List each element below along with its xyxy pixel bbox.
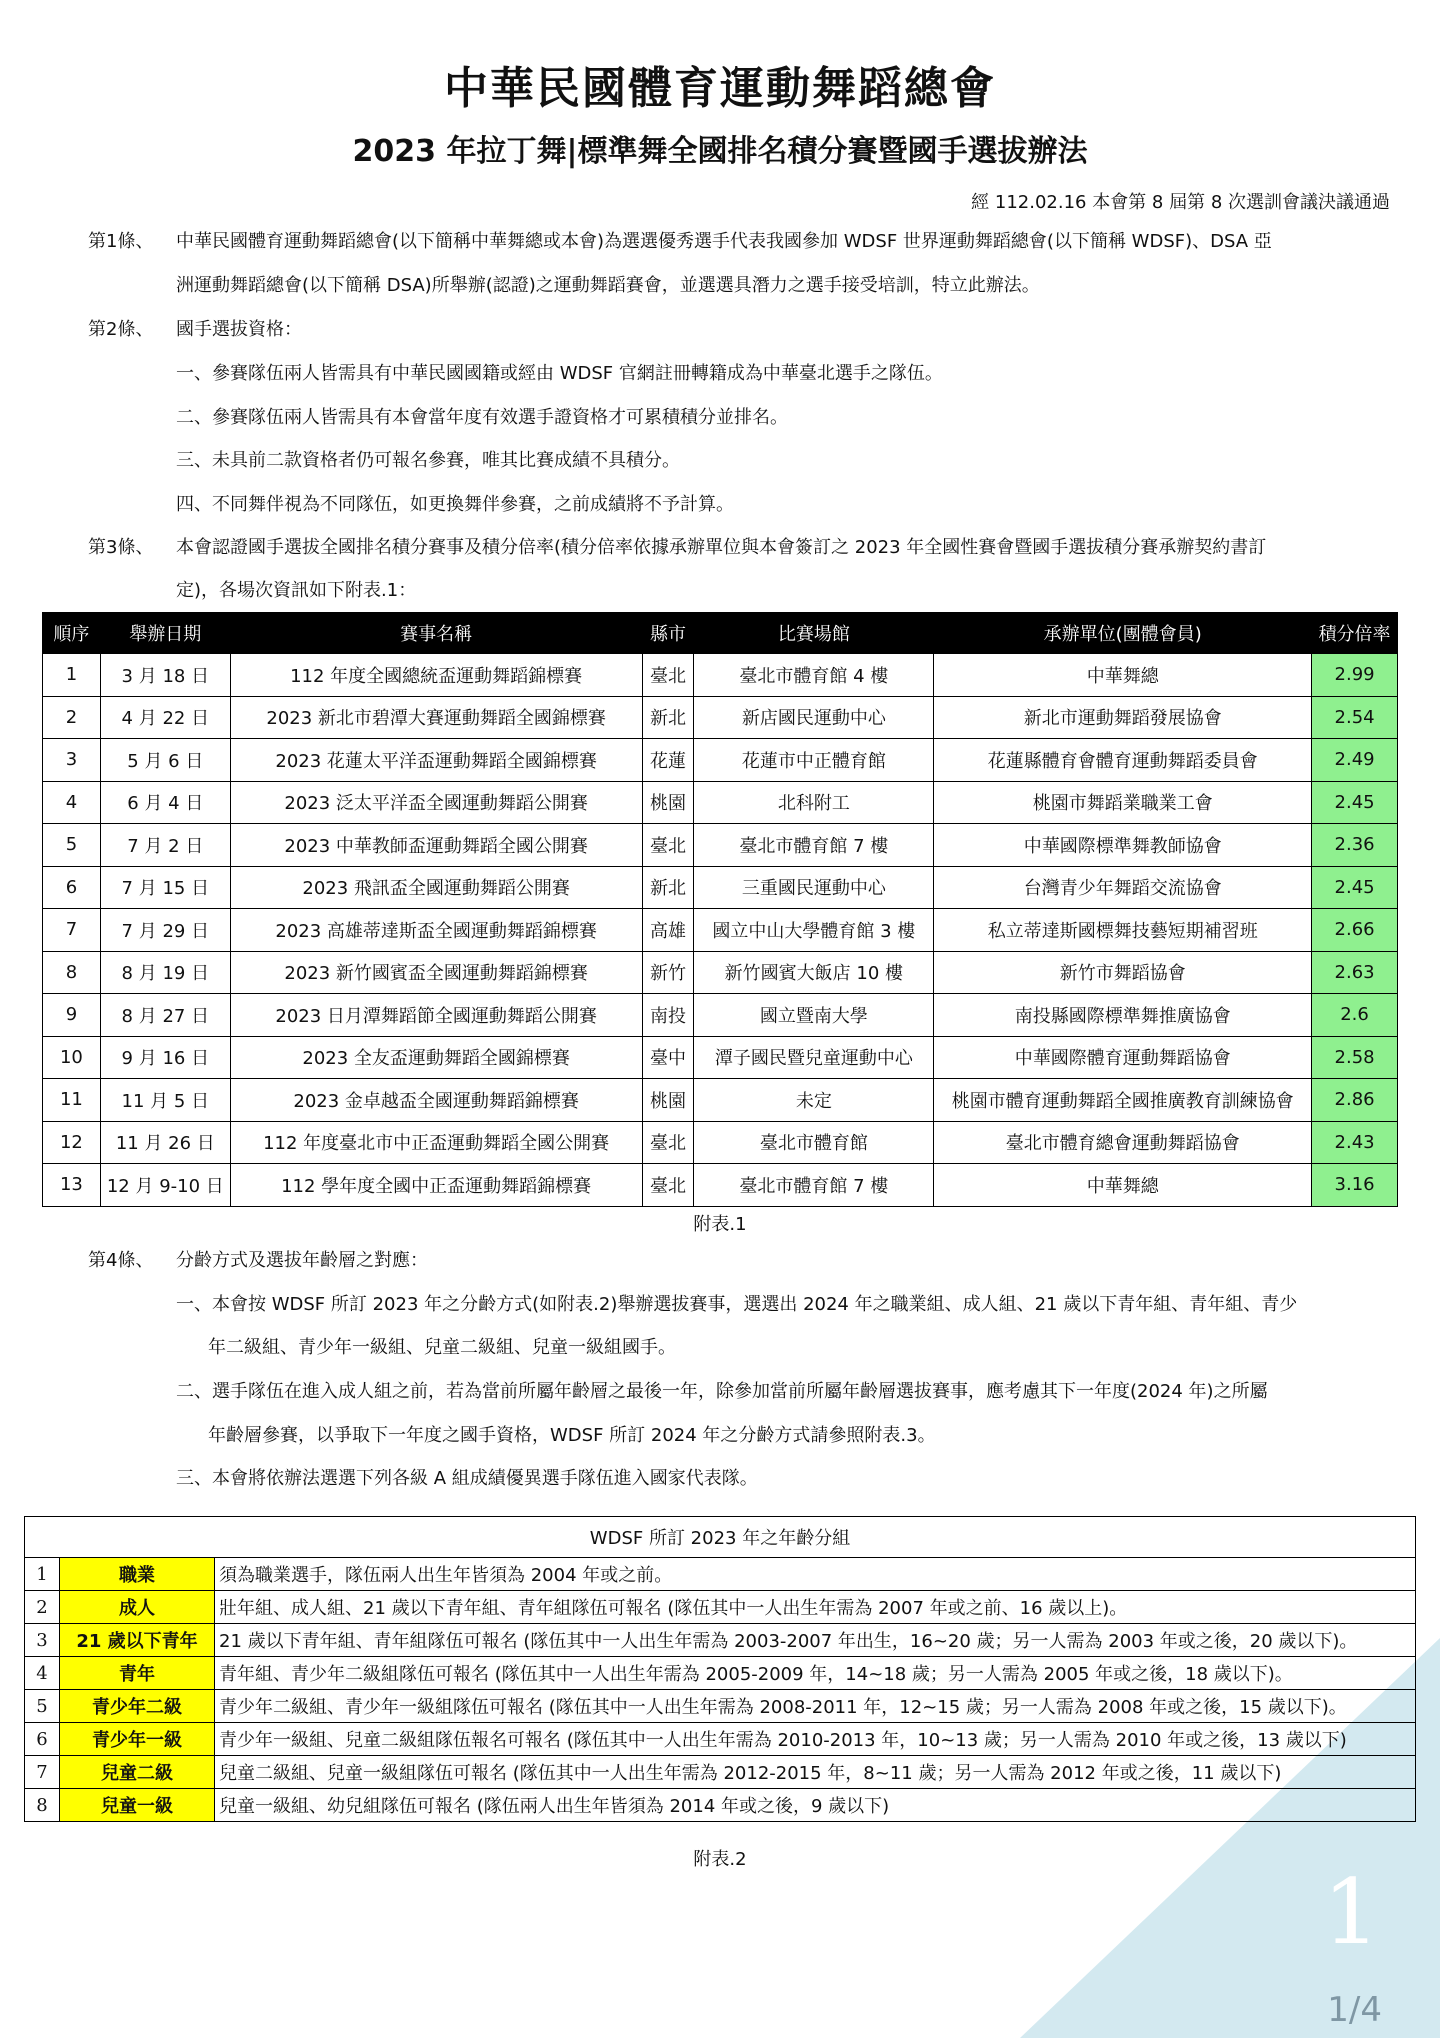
date-cell: 3 月 18 日	[100, 654, 230, 697]
article-4-item-1-line-2: 年二級組、青少年一級組、兒童二級組、兒童一級組國手。	[208, 1337, 676, 1358]
article-4-item-3: 三、本會將依辦法選選下列各級 A 組成績優異選手隊伍進入國家代表隊。	[176, 1468, 758, 1489]
article-3-number: 第3條、	[88, 537, 154, 558]
age-group-cell: 兒童二級	[60, 1756, 215, 1789]
age-group-cell: 成人	[60, 1591, 215, 1624]
venue-cell: 臺北市體育館 7 樓	[694, 1164, 934, 1207]
article-2-item: 二、參賽隊伍兩人皆需具有本會當年度有效選手證資格才可累積積分並排名。	[176, 407, 788, 428]
seq-cell: 3	[43, 739, 101, 782]
event-cell: 2023 高雄蒂達斯盃全國運動舞蹈錦標賽	[230, 909, 642, 952]
article-2-item: 三、未具前二款資格者仍可報名參賽，唯其比賽成績不具積分。	[176, 450, 680, 471]
age-group-cell: 青少年一級	[60, 1723, 215, 1756]
article-4-item-1-line-1: 一、本會按 WDSF 所訂 2023 年之分齡方式(如附表.2)舉辦選拔賽事，選選出 2024 年之職業組、成人組、21 歲以下青年組、青年組、青少	[176, 1294, 1298, 1315]
event-cell: 2023 泛太平洋盃全國運動舞蹈公開賽	[230, 781, 642, 824]
table-row	[25, 1591, 1416, 1624]
column-header: 順序	[43, 613, 101, 654]
age-group-cell: 職業	[60, 1558, 215, 1591]
multiplier-cell: 2.54	[1312, 696, 1398, 739]
column-header: 縣市	[642, 613, 694, 654]
seq-cell: 7	[43, 909, 101, 952]
table-row	[43, 1164, 1398, 1207]
organizer-cell: 中華國際標準舞教師協會	[934, 824, 1312, 867]
age-group-cell: 21 歲以下青年	[60, 1624, 215, 1657]
organizer-cell: 花蓮縣體育會體育運動舞蹈委員會	[934, 739, 1312, 782]
seq-cell: 2	[43, 696, 101, 739]
multiplier-cell: 2.45	[1312, 781, 1398, 824]
eligibility-cell: 兒童一級組、幼兒組隊伍可報名 (隊伍兩人出生年皆須為 2014 年或之後，9 歲以下)	[215, 1789, 1416, 1822]
multiplier-cell: 2.99	[1312, 654, 1398, 697]
city-cell: 花蓮	[642, 739, 694, 782]
seq-cell: 11	[43, 1079, 101, 1122]
table-row	[25, 1723, 1416, 1756]
index-cell: 5	[25, 1690, 60, 1723]
article-2-item: 一、參賽隊伍兩人皆需具有中華民國國籍或經由 WDSF 官網註冊轉籍成為中華臺北選手之隊伍。	[176, 363, 943, 384]
seq-cell: 9	[43, 994, 101, 1037]
index-cell: 7	[25, 1756, 60, 1789]
table-row	[43, 1121, 1398, 1164]
seq-cell: 5	[43, 824, 101, 867]
table-row	[43, 824, 1398, 867]
multiplier-cell: 2.49	[1312, 739, 1398, 782]
venue-cell: 臺北市體育館 7 樓	[694, 824, 934, 867]
table-row	[43, 654, 1398, 697]
seq-cell: 6	[43, 866, 101, 909]
article-3-line-1: 本會認證國手選拔全國排名積分賽事及積分倍率(積分倍率依據承辦單位與本會簽訂之 2023 年全國性賽會暨國手選拔積分賽承辦契約書訂	[176, 537, 1267, 558]
date-cell: 11 月 5 日	[100, 1079, 230, 1122]
venue-cell: 三重國民運動中心	[694, 866, 934, 909]
event-cell: 2023 中華教師盃運動舞蹈全國公開賽	[230, 824, 642, 867]
table-row	[43, 1036, 1398, 1079]
venue-cell: 未定	[694, 1079, 934, 1122]
date-cell: 5 月 6 日	[100, 739, 230, 782]
multiplier-cell: 2.36	[1312, 824, 1398, 867]
index-cell: 1	[25, 1558, 60, 1591]
city-cell: 臺中	[642, 1036, 694, 1079]
organizer-cell: 中華國際體育運動舞蹈協會	[934, 1036, 1312, 1079]
table-1-caption: 附表.1	[693, 1214, 747, 1235]
table-row	[43, 866, 1398, 909]
organizer-cell: 中華舞總	[934, 1164, 1312, 1207]
multiplier-cell: 2.66	[1312, 909, 1398, 952]
document-title: 中華民國體育運動舞蹈總會	[444, 63, 996, 114]
city-cell: 高雄	[642, 909, 694, 952]
venue-cell: 新店國民運動中心	[694, 696, 934, 739]
article-1-line-1: 中華民國體育運動舞蹈總會(以下簡稱中華舞總或本會)為選選優秀選手代表我國參加 WDSF 世界運動舞蹈總會(以下簡稱 WDSF)、DSA 亞	[176, 231, 1272, 252]
venue-cell: 潭子國民暨兒童運動中心	[694, 1036, 934, 1079]
table-row	[25, 1657, 1416, 1690]
venue-cell: 花蓮市中正體育館	[694, 739, 934, 782]
seq-cell: 12	[43, 1121, 101, 1164]
city-cell: 桃園	[642, 1079, 694, 1122]
table-row	[43, 909, 1398, 952]
date-cell: 7 月 15 日	[100, 866, 230, 909]
event-cell: 2023 新竹國賓盃全國運動舞蹈錦標賽	[230, 951, 642, 994]
table-row	[25, 1756, 1416, 1789]
seq-cell: 4	[43, 781, 101, 824]
multiplier-cell: 2.58	[1312, 1036, 1398, 1079]
index-cell: 4	[25, 1657, 60, 1690]
eligibility-cell: 壯年組、成人組、21 歲以下青年組、青年組隊伍可報名 (隊伍其中一人出生年需為 2007 年或之前、16 歲以上)。	[215, 1591, 1416, 1624]
column-header: 承辦單位(團體會員)	[934, 613, 1312, 654]
index-cell: 8	[25, 1789, 60, 1822]
organizer-cell: 台灣青少年舞蹈交流協會	[934, 866, 1312, 909]
seq-cell: 1	[43, 654, 101, 697]
column-header: 比賽場館	[694, 613, 934, 654]
age-group-table	[24, 1516, 1416, 1822]
event-cell: 2023 花蓮太平洋盃運動舞蹈全國錦標賽	[230, 739, 642, 782]
seq-cell: 10	[43, 1036, 101, 1079]
document-subtitle: 2023 年拉丁舞|標準舞全國排名積分賽暨國手選拔辦法	[352, 134, 1088, 169]
city-cell: 新竹	[642, 951, 694, 994]
organizer-cell: 南投縣國際標準舞推廣協會	[934, 994, 1312, 1037]
city-cell: 新北	[642, 696, 694, 739]
age-group-cell: 青年	[60, 1657, 215, 1690]
multiplier-cell: 3.16	[1312, 1164, 1398, 1207]
city-cell: 臺北	[642, 824, 694, 867]
table-row	[43, 696, 1398, 739]
age-group-cell: 兒童一級	[60, 1789, 215, 1822]
age-group-cell: 青少年二級	[60, 1690, 215, 1723]
venue-cell: 國立中山大學體育館 3 樓	[694, 909, 934, 952]
event-cell: 2023 全友盃運動舞蹈全國錦標賽	[230, 1036, 642, 1079]
table-row	[43, 951, 1398, 994]
table-row	[43, 1079, 1398, 1122]
date-cell: 8 月 27 日	[100, 994, 230, 1037]
article-2-heading: 國手選拔資格：	[176, 319, 302, 340]
age-table-title: WDSF 所訂 2023 年之年齡分組	[25, 1517, 1416, 1558]
event-cell: 112 學年度全國中正盃運動舞蹈錦標賽	[230, 1164, 642, 1207]
table-2-caption: 附表.2	[693, 1849, 747, 1870]
city-cell: 新北	[642, 866, 694, 909]
article-2-item: 四、不同舞伴視為不同隊伍，如更換舞伴參賽，之前成績將不予計算。	[176, 494, 734, 515]
eligibility-cell: 須為職業選手，隊伍兩人出生年皆須為 2004 年或之前。	[215, 1558, 1416, 1591]
table-row	[25, 1624, 1416, 1657]
table-row	[43, 739, 1398, 782]
table-title-row	[25, 1517, 1416, 1558]
date-cell: 7 月 29 日	[100, 909, 230, 952]
article-1-number: 第1條、	[88, 231, 154, 252]
eligibility-cell: 21 歲以下青年組、青年組隊伍可報名 (隊伍其中一人出生年需為 2003-2007 年出生，16~20 歲；另一人需為 2003 年或之後，20 歲以下)。	[215, 1624, 1416, 1657]
eligibility-cell: 兒童二級組、兒童一級組隊伍可報名 (隊伍其中一人出生年需為 2012-2015 年，8~11 歲；另一人需為 2012 年或之後，11 歲以下)	[215, 1756, 1416, 1789]
article-1-line-2: 洲運動舞蹈總會(以下簡稱 DSA)所舉辦(認證)之運動舞蹈賽會，並選選具潛力之選手接受培訓，特立此辦法。	[176, 275, 1040, 296]
multiplier-cell: 2.63	[1312, 951, 1398, 994]
event-cell: 2023 新北市碧潭大賽運動舞蹈全國錦標賽	[230, 696, 642, 739]
date-cell: 4 月 22 日	[100, 696, 230, 739]
event-cell: 112 年度臺北市中正盃運動舞蹈全國公開賽	[230, 1121, 642, 1164]
article-4-item-2-line-1: 二、選手隊伍在進入成人組之前，若為當前所屬年齡層之最後一年，除參加當前所屬年齡層選拔賽事，應考慮其下一年度(2024 年)之所屬	[176, 1381, 1268, 1402]
venue-cell: 臺北市體育館 4 樓	[694, 654, 934, 697]
column-header: 賽事名稱	[230, 613, 642, 654]
venue-cell: 國立暨南大學	[694, 994, 934, 1037]
city-cell: 臺北	[642, 1121, 694, 1164]
event-cell: 2023 飛訊盃全國運動舞蹈公開賽	[230, 866, 642, 909]
article-4-item-2-line-2: 年齡層參賽，以爭取下一年度之國手資格，WDSF 所訂 2024 年之分齡方式請參照附表.3。	[208, 1425, 936, 1446]
organizer-cell: 臺北市體育總會運動舞蹈協會	[934, 1121, 1312, 1164]
event-cell: 112 年度全國總統盃運動舞蹈錦標賽	[230, 654, 642, 697]
table-row	[25, 1690, 1416, 1723]
city-cell: 臺北	[642, 654, 694, 697]
article-2-number: 第2條、	[88, 319, 154, 340]
venue-cell: 新竹國賓大飯店 10 樓	[694, 951, 934, 994]
index-cell: 2	[25, 1591, 60, 1624]
date-cell: 6 月 4 日	[100, 781, 230, 824]
article-3-line-2: 定)，各場次資訊如下附表.1：	[176, 580, 417, 601]
organizer-cell: 新北市運動舞蹈發展協會	[934, 696, 1312, 739]
date-cell: 8 月 19 日	[100, 951, 230, 994]
table-row	[43, 781, 1398, 824]
multiplier-cell: 2.43	[1312, 1121, 1398, 1164]
approval-note: 經 112.02.16 本會第 8 屆第 8 次選訓會議決議通過	[971, 192, 1390, 213]
column-header: 積分倍率	[1312, 613, 1398, 654]
date-cell: 12 月 9-10 日	[100, 1164, 230, 1207]
date-cell: 11 月 26 日	[100, 1121, 230, 1164]
venue-cell: 臺北市體育館	[694, 1121, 934, 1164]
column-header: 舉辦日期	[100, 613, 230, 654]
eligibility-cell: 青年組、青少年二級組隊伍可報名 (隊伍其中一人出生年需為 2005-2009 年，14~18 歲；另一人需為 2005 年或之後，18 歲以下)。	[215, 1657, 1416, 1690]
article-4-heading: 分齡方式及選拔年齡層之對應：	[176, 1250, 428, 1271]
article-4-number: 第4條、	[88, 1250, 154, 1271]
city-cell: 桃園	[642, 781, 694, 824]
page-number: 1	[1322, 1860, 1380, 1965]
date-cell: 7 月 2 日	[100, 824, 230, 867]
table-header-row	[43, 613, 1398, 654]
city-cell: 南投	[642, 994, 694, 1037]
organizer-cell: 中華舞總	[934, 654, 1312, 697]
index-cell: 6	[25, 1723, 60, 1756]
organizer-cell: 私立蒂達斯國標舞技藝短期補習班	[934, 909, 1312, 952]
eligibility-cell: 青少年二級組、青少年一級組隊伍可報名 (隊伍其中一人出生年需為 2008-2011 年，12~15 歲；另一人需為 2008 年或之後，15 歲以下)。	[215, 1690, 1416, 1723]
event-cell: 2023 金卓越盃全國運動舞蹈錦標賽	[230, 1079, 642, 1122]
eligibility-cell: 青少年一級組、兒童二級組隊伍報名可報名 (隊伍其中一人出生年需為 2010-2013 年，10~13 歲；另一人需為 2010 年或之後，13 歲以下)	[215, 1723, 1416, 1756]
organizer-cell: 桃園市舞蹈業職業工會	[934, 781, 1312, 824]
seq-cell: 8	[43, 951, 101, 994]
venue-cell: 北科附工	[694, 781, 934, 824]
seq-cell: 13	[43, 1164, 101, 1207]
city-cell: 臺北	[642, 1164, 694, 1207]
table-row	[43, 994, 1398, 1037]
multiplier-cell: 2.86	[1312, 1079, 1398, 1122]
table-row	[25, 1789, 1416, 1822]
organizer-cell: 桃園市體育運動舞蹈全國推廣教育訓練協會	[934, 1079, 1312, 1122]
multiplier-cell: 2.45	[1312, 866, 1398, 909]
index-cell: 3	[25, 1624, 60, 1657]
multiplier-cell: 2.6	[1312, 994, 1398, 1037]
competition-schedule-table	[42, 612, 1398, 1207]
page-count: 1/4	[1327, 1990, 1382, 2030]
event-cell: 2023 日月潭舞蹈節全國運動舞蹈公開賽	[230, 994, 642, 1037]
organizer-cell: 新竹市舞蹈協會	[934, 951, 1312, 994]
table-row	[25, 1558, 1416, 1591]
date-cell: 9 月 16 日	[100, 1036, 230, 1079]
